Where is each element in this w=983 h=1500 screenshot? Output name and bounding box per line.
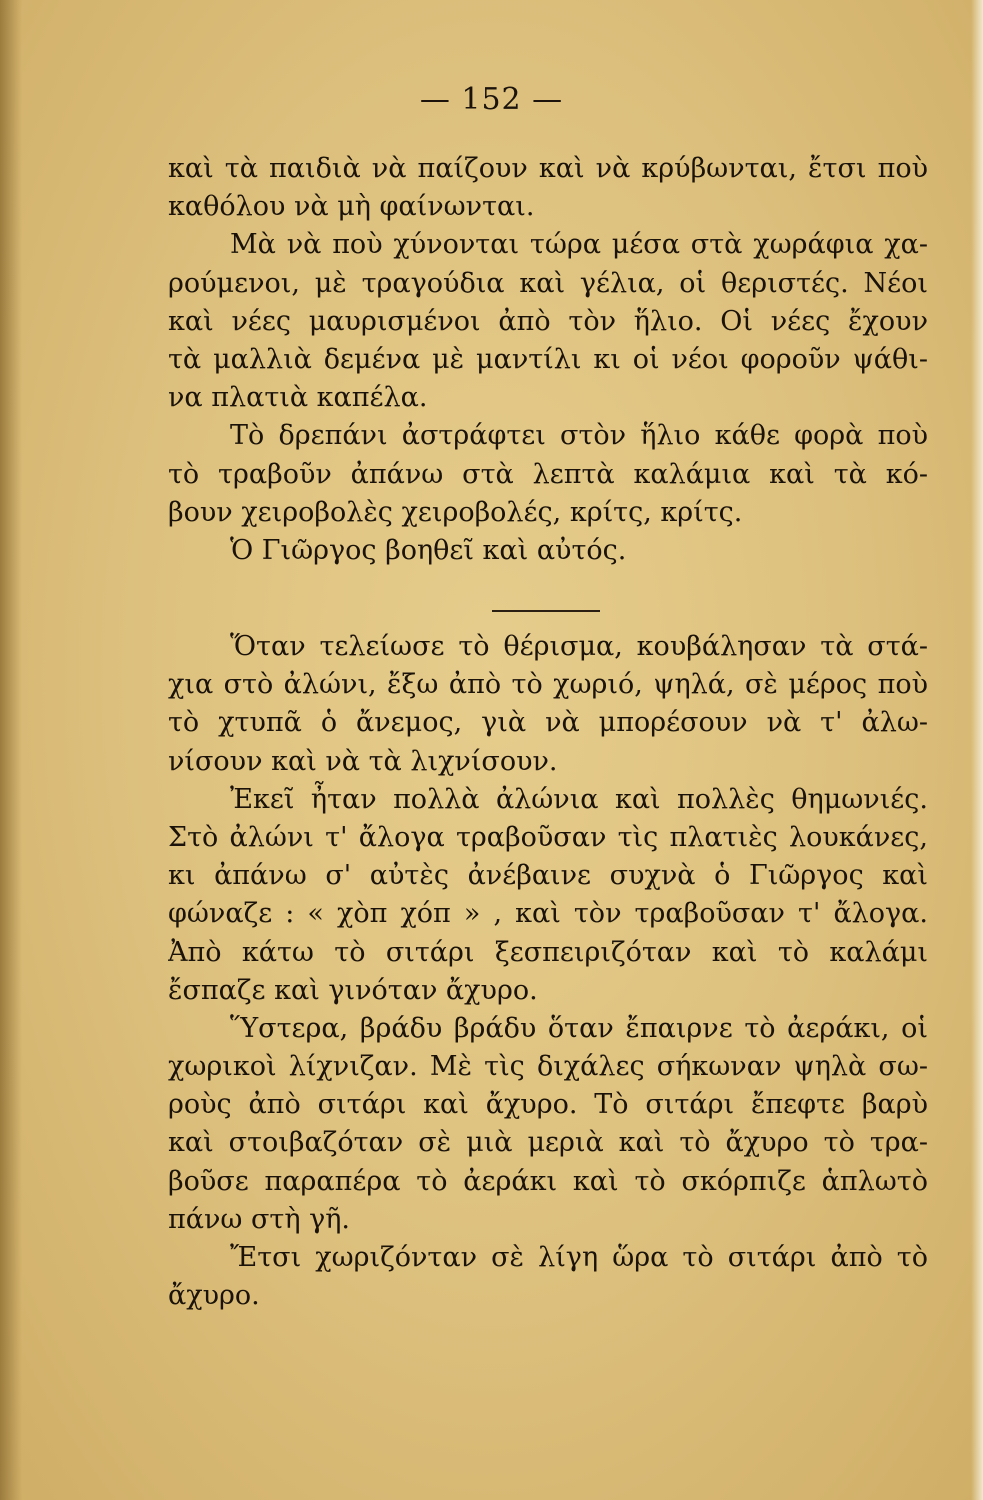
text-line: καὶ νέες μαυρισμένοι ἀπὸ τὸν ἥλιο. Οἱ νέες ἔχουν xyxy=(168,305,928,337)
text-line: Μὰ νὰ ποὺ χύνονται τώρα μέσα στὰ χωράφια χα- xyxy=(230,229,928,261)
text-line: Ἐκεῖ ἦταν πολλὰ ἀλώνια καὶ πολλὲς θημωνιές. xyxy=(230,783,928,815)
text-line: Ὕστερα, βράδυ βράδυ ὅταν ἔπαιρνε τὸ ἀεράκι, οἱ xyxy=(230,1012,928,1044)
text-line: νίσουν καὶ νὰ τὰ λιχνίσουν. xyxy=(168,745,558,777)
text-line: χωρικοὶ λίχνιζαν. Μὲ τὶς διχάλες σήκωναν ψηλὰ σω- xyxy=(168,1051,928,1083)
text-line: τὸ χτυπᾶ ὁ ἄνεμος, γιὰ νὰ μπορέσουν νὰ τ' ἀλω- xyxy=(168,707,928,739)
text-section-2 xyxy=(168,628,928,1315)
text-line: Τὸ δρεπάνι ἀστράφτει στὸν ἥλιο κάθε φορὰ ποὺ xyxy=(230,420,928,452)
text-line: Ἀπὸ κάτω τὸ σιτάρι ξεσπειριζόταν καὶ τὸ καλάμι xyxy=(168,936,928,968)
text-line: χια στὸ ἀλώνι, ἔξω ἀπὸ τὸ χωριό, ψηλά, σὲ μέρος ποὺ xyxy=(168,669,928,701)
page-number: — 152 — xyxy=(419,82,564,117)
text-line: βουν χειροβολὲς χειροβολές, κρίτς, κρίτς. xyxy=(168,496,743,528)
text-line: καὶ τὰ παιδιὰ νὰ παίζουν καὶ νὰ κρύβωνται, ἔτσι ποὺ xyxy=(168,153,928,184)
text-line: κι ἀπάνω σ' αὐτὲς ἀνέβαινε συχνὰ ὁ Γιῶργος καὶ xyxy=(168,860,928,892)
binding-shadow xyxy=(0,0,22,1500)
text-line: να πλατιὰ καπέλα. xyxy=(168,382,428,414)
text-line: φώναζε : « χὸπ χόπ » , καὶ τὸν τραβοῦσαν τ' ἄλογα. xyxy=(168,898,928,930)
text-line: Στὸ ἀλώνι τ' ἄλογα τραβοῦσαν τὶς πλατιὲς λουκάνες, xyxy=(168,821,928,853)
text-line: Ὅταν τελείωσε τὸ θέρισμα, κουβάλησαν τὰ στά- xyxy=(230,631,928,662)
text-line: καθόλου νὰ μὴ φαίνωνται. xyxy=(168,191,535,223)
text-line: Ὁ Γιῶργος βοηθεῖ καὶ αὐτός. xyxy=(230,534,627,566)
text-line: ρούμενοι, μὲ τραγούδια καὶ γέλια, οἱ θεριστές. Νέοι xyxy=(168,267,928,299)
section-divider xyxy=(492,610,600,612)
text-section-1 xyxy=(168,150,928,570)
text-line: πάνω στὴ γῆ. xyxy=(168,1203,351,1235)
page-edge xyxy=(971,0,983,1500)
text-line: τὸ τραβοῦν ἀπάνω στὰ λεπτὰ καλάμια καὶ τὰ κό- xyxy=(168,458,928,490)
text-line: βοῦσε παραπέρα τὸ ἀεράκι καὶ τὸ σκόρπιζε ἁπλωτὸ xyxy=(168,1165,928,1197)
text-line: τὰ μαλλιὰ δεμένα μὲ μαντίλι κι οἱ νέοι φοροῦν ψάθι- xyxy=(168,343,928,375)
text-line: ἄχυρο. xyxy=(168,1280,260,1312)
text-line: Ἔτσι χωριζόνταν σὲ λίγη ὥρα τὸ σιτάρι ἀπὸ τὸ xyxy=(230,1242,928,1273)
text-line: ἔσπαζε καὶ γινόταν ἄχυρο. xyxy=(168,974,538,1006)
text-line: ροὺς ἀπὸ σιτάρι καὶ ἄχυρο. Τὸ σιτάρι ἔπεφτε βαρὺ xyxy=(168,1089,928,1121)
text-line: καὶ στοιβαζόταν σὲ μιὰ μεριὰ καὶ τὸ ἄχυρο τὸ τρα- xyxy=(168,1127,928,1159)
